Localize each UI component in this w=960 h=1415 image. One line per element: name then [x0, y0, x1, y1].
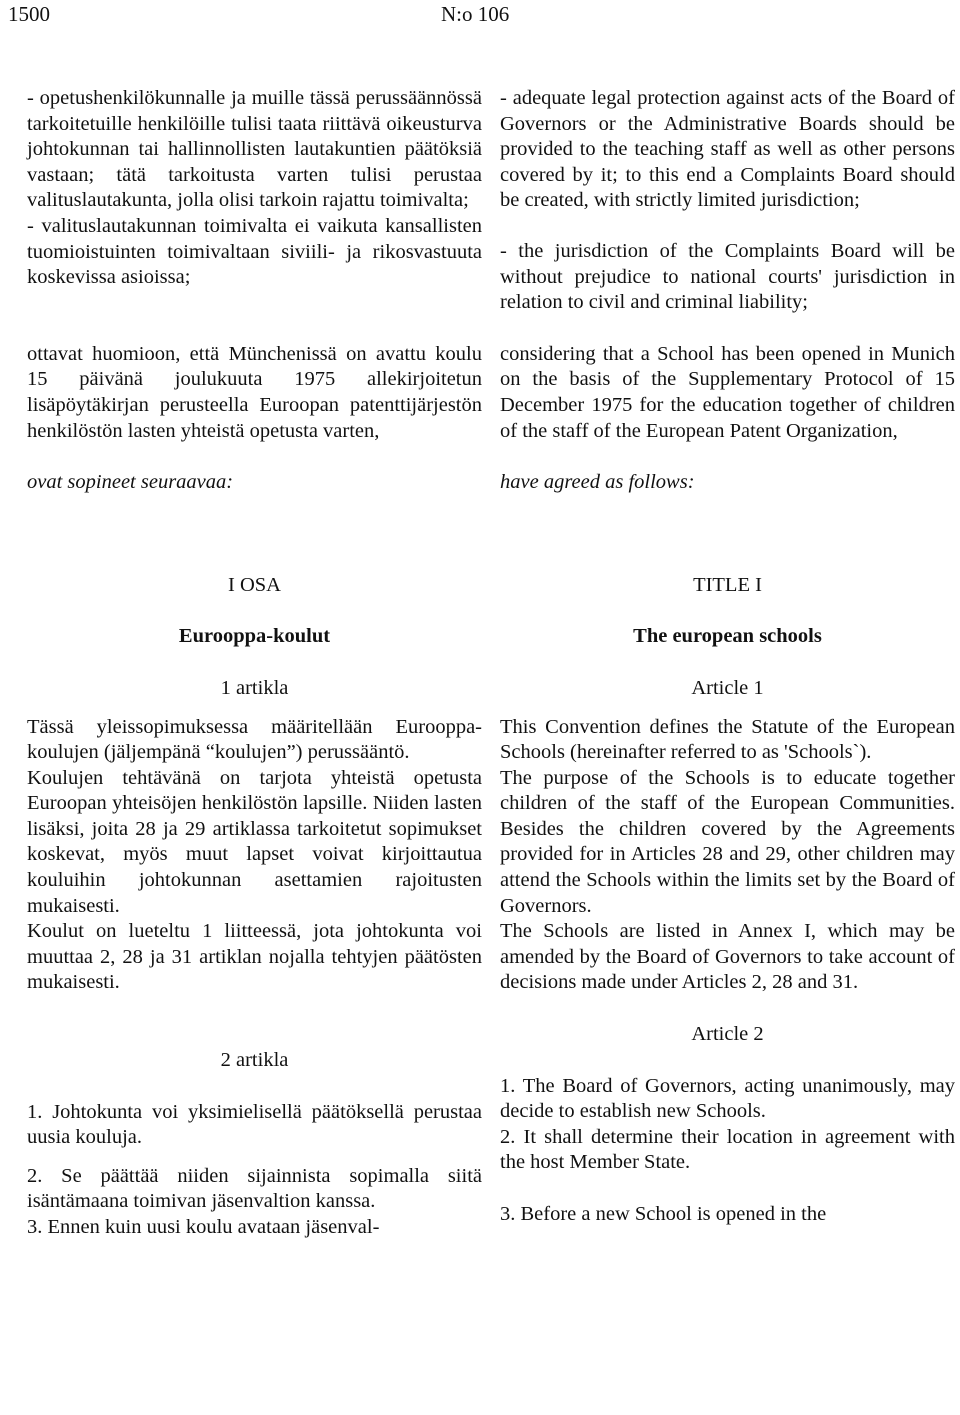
spacer	[27, 1151, 482, 1164]
fi-recital-1: - opetushenkilökunnalle ja muille tässä perussäännössä tarkoitetuille henkilöille tulisi taata riittävä oikeusturva johtokunnan tai hallinnollisten lautakuntien päätöksiä vastaan; tätä tarkoitusta varten tulisi perustaa valituslautakunta, jolla olisi tarkoin rajattu toimivalta;	[27, 87, 482, 212]
en-art2-paragraph-2: 2. It shall determine their location in agreement with the host Member State.	[500, 1125, 955, 1174]
spacer	[500, 702, 955, 715]
fi-title-name: Eurooppa-koulut	[178, 625, 331, 648]
en-article-1-heading: Article 1	[691, 676, 764, 699]
spacer	[500, 444, 955, 470]
spacer	[27, 598, 482, 624]
finnish-column	[27, 86, 482, 1241]
fi-art1-paragraph-3: Koulut on lueteltu 1 liitteessä, jota johtokunta voi muuttaa 2, 28 ja 31 artiklan nojalla tehtyjen päätösten mukaisesti.	[27, 920, 482, 994]
fi-agreed: ovat sopineet seuraavaa:	[27, 471, 234, 494]
spacer	[27, 291, 482, 342]
en-recital-1: - adequate legal protection against acts of the Board of Governors or the Administrative Boards should be provided to the teaching staff as well as other persons covered by it; to this end a Complaints Board should be created, with strictly limited jurisdiction;	[500, 87, 955, 212]
fi-art1-paragraph-2: Koulujen tehtävänä on tarjota yhteistä opetusta Euroopan yhteisöjen henkilöstön lapsille. Niiden lasten lisäksi, joita 28 ja 29 artiklassa tarkoitetut sopimukset koskevat, myös muut lapset voivat kirjoittautua kouluihin johtokunnan asettamien rajoitusten mukaisesti.	[27, 766, 482, 917]
en-art2-paragraph-3: 3. Before a new School is opened in the	[500, 1203, 827, 1225]
spacer	[27, 650, 482, 676]
en-art1-paragraph-1: This Convention defines the Statute of the European Schools (hereinafter referred to as 'Schools`).	[500, 715, 955, 764]
fi-recital-3: ottavat huomioon, että Münchenissä on avattu koulu 15 päivänä joulukuuta 1975 allekirjoitetun lisäpöytäkirjan perusteella Euroopan patenttijärjestön henkilöstön lasten yhteistä opetusta varten,	[27, 342, 482, 442]
spacer	[27, 702, 482, 715]
fi-recital-2: - valituslautakunnan toimivalta ei vaikuta kansallisten tuomioistuinten toimivaltaan siviili- ja rikosvastuuta koskevissa asioissa;	[27, 214, 482, 289]
fi-art2-paragraph-1: 1. Johtokunta voi yksimielisellä päätöksellä perustaa uusia kouluja.	[27, 1100, 482, 1149]
fi-article-2-heading: 2 artikla	[220, 1049, 289, 1072]
fi-art2-paragraph-3: 3. Ennen kuin uusi koulu avataan jäsenval-	[27, 1216, 380, 1238]
spacer	[500, 650, 955, 676]
en-recital-2: - the jurisdiction of the Complaints Board will be without prejudice to national courts' jurisdiction in relation to civil and criminal liability;	[500, 239, 955, 314]
journal-number: N:o 106	[441, 2, 510, 26]
spacer	[27, 1074, 482, 1100]
spacer	[27, 496, 482, 573]
fi-article-1-heading: 1 artikla	[220, 676, 289, 699]
fi-art2-paragraph-2: 2. Se päättää niiden sijainnista sopimalla siitä isäntämaana toimivan jäsenvaltion kanssa.	[27, 1164, 482, 1213]
fi-title: I OSA	[228, 573, 281, 596]
fi-art1-paragraph-1: Tässä yleissopimuksessa määritellään Eurooppa-koulujen (jäljempänä “koulujen”) perussääntö.	[27, 715, 482, 764]
spacer	[500, 1176, 955, 1202]
en-article-2-heading: Article 2	[691, 1023, 764, 1046]
english-column	[500, 86, 955, 1228]
spacer	[500, 214, 955, 239]
en-art1-paragraph-2: The purpose of the Schools is to educate together children of the staff of the European Communities. Besides the children covered by the Agreements provided for in Articles 28 and 29, other children may attend the Schools within the limits set by the Board of Governors.	[500, 766, 955, 917]
en-art2-paragraph-1: 1. The Board of Governors, acting unanimously, may decide to establish new Schools.	[500, 1074, 955, 1123]
en-recital-3: considering that a School has been opened in Munich on the basis of the Supplementary Protocol of 15 December 1975 for the education together of children of the staff of the European Patent Organization,	[500, 342, 955, 442]
spacer	[500, 598, 955, 624]
spacer	[500, 996, 955, 1022]
page-number: 1500	[8, 2, 50, 26]
spacer	[27, 996, 482, 1022]
spacer	[500, 1048, 955, 1074]
en-art1-paragraph-3: The Schools are listed in Annex I, which may be amended by the Board of Governors to take account of decisions made under Articles 2, 28 and 31.	[500, 920, 955, 994]
spacer	[500, 496, 955, 573]
spacer	[500, 316, 955, 342]
en-title-name: The european schools	[633, 625, 822, 648]
spacer	[27, 444, 482, 470]
en-agreed: have agreed as follows:	[500, 471, 695, 494]
en-title: TITLE I	[693, 573, 762, 596]
